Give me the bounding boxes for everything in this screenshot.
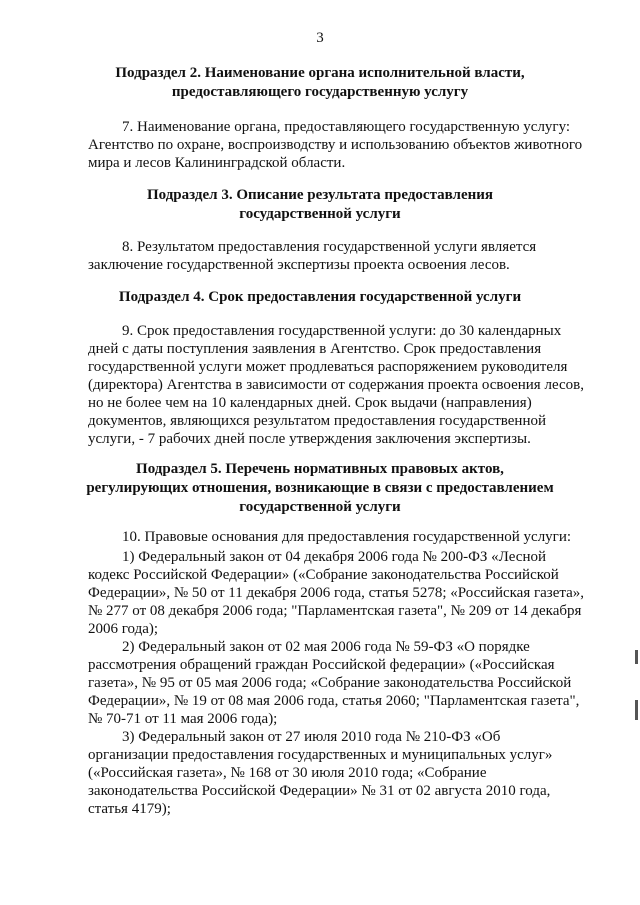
paragraph-line: 10. Правовые основания для предоставления государственной услуги: (122, 529, 572, 545)
paragraph-10-item-3 (88, 728, 588, 818)
paragraph-line: («Российская газета», № 168 от 30 июля 2010 года; «Собрание (88, 765, 487, 781)
paragraph-line: Федерации», № 19 от 08 мая 2006 года, статья 2060; "Парламентская газета", (88, 693, 580, 709)
paragraph-line: рассмотрения обращений граждан Российской федерации» («Российская (88, 657, 555, 673)
paragraph-line: заключение государственной экспертизы проекта освоения лесов. (88, 257, 510, 273)
paragraph-line: 7. Наименование органа, предоставляющего государственную услугу: (122, 119, 571, 135)
paragraph-line: 2006 года); (88, 621, 159, 637)
heading-line: государственной услуги (239, 499, 401, 515)
page-number: 3 (316, 30, 324, 46)
heading-line: государственной услуги (239, 206, 401, 222)
paragraph-line: организации предоставления государственных и муниципальных услуг» (88, 747, 553, 763)
paragraph-line: 8. Результатом предоставления государственной услуги является (122, 239, 537, 255)
paragraph-line: 3) Федеральный закон от 27 июля 2010 года № 210-ФЗ «Об (122, 729, 501, 745)
paragraph-line: кодекс Российской Федерации» («Собрание законодательства Российской (88, 567, 559, 583)
paragraph-line: государственной услуги может продлеваться распоряжением руководителя (88, 359, 568, 375)
paragraph-10-item-1 (88, 548, 588, 638)
section-heading-3 (60, 186, 580, 224)
paragraph-line: 9. Срок предоставления государственной услуги: до 30 календарных (122, 323, 562, 339)
paragraph-line: газета», № 95 от 05 мая 2006 года; «Собрание законодательства Российской (88, 675, 572, 691)
heading-line: Подраздел 4. Срок предоставления государственной услуги (118, 289, 522, 305)
heading-line: Подраздел 2. Наименование органа исполнительной власти, (115, 65, 525, 81)
paragraph-line: услуги, - 7 рабочих дней после утверждения заключения экспертизы. (88, 431, 531, 447)
heading-line: Подраздел 3. Описание результата предоставления (146, 187, 494, 203)
paragraph-line: 1) Федеральный закон от 04 декабря 2006 года № 200-ФЗ «Лесной (122, 549, 546, 565)
heading-line: Подраздел 5. Перечень нормативных правовых актов, (136, 461, 504, 477)
paragraph-line: статья 4179); (88, 801, 171, 817)
paragraph-line: (директора) Агентства в зависимости от содержания проекта освоения лесов, (88, 377, 584, 393)
paragraph-10 (88, 528, 588, 546)
paragraph-8 (88, 238, 588, 274)
scan-edge-mark (635, 650, 638, 664)
paragraph-line: Федерации», № 50 от 11 декабря 2006 года, статья 5278; «Российская газета», (88, 585, 585, 601)
paragraph-line: дней с даты поступления заявления в Агентство. Срок предоставления (88, 341, 542, 357)
section-heading-2 (60, 64, 580, 102)
paragraph-7 (88, 118, 588, 172)
section-heading-5 (60, 460, 580, 517)
paragraph-line: законодательства Российской Федерации» № 31 от 02 августа 2010 года, (88, 783, 551, 799)
paragraph-line: Агентство по охране, воспроизводству и использованию объектов животного (88, 137, 583, 153)
paragraph-9 (88, 322, 588, 448)
heading-line: предоставляющего государственную услугу (171, 84, 469, 100)
paragraph-line: мира и лесов Калининградской области. (88, 155, 346, 171)
paragraph-line: но не более чем на 10 календарных дней. Срок выдачи (направления) (88, 395, 532, 411)
scan-edge-mark (635, 700, 638, 720)
paragraph-line: документов, являющихся результатом предоставления государственной (88, 413, 547, 429)
heading-line: регулирующих отношения, возникающие в связи с предоставлением (86, 480, 554, 496)
paragraph-10-item-2 (88, 638, 588, 728)
section-heading-4 (60, 288, 580, 307)
paragraph-line: 2) Федеральный закон от 02 мая 2006 года № 59-ФЗ «О порядке (122, 639, 530, 655)
paragraph-line: № 277 от 08 декабря 2006 года; "Парламентская газета", № 209 от 14 декабря (88, 603, 582, 619)
paragraph-line: № 70-71 от 11 мая 2006 года); (88, 711, 278, 727)
